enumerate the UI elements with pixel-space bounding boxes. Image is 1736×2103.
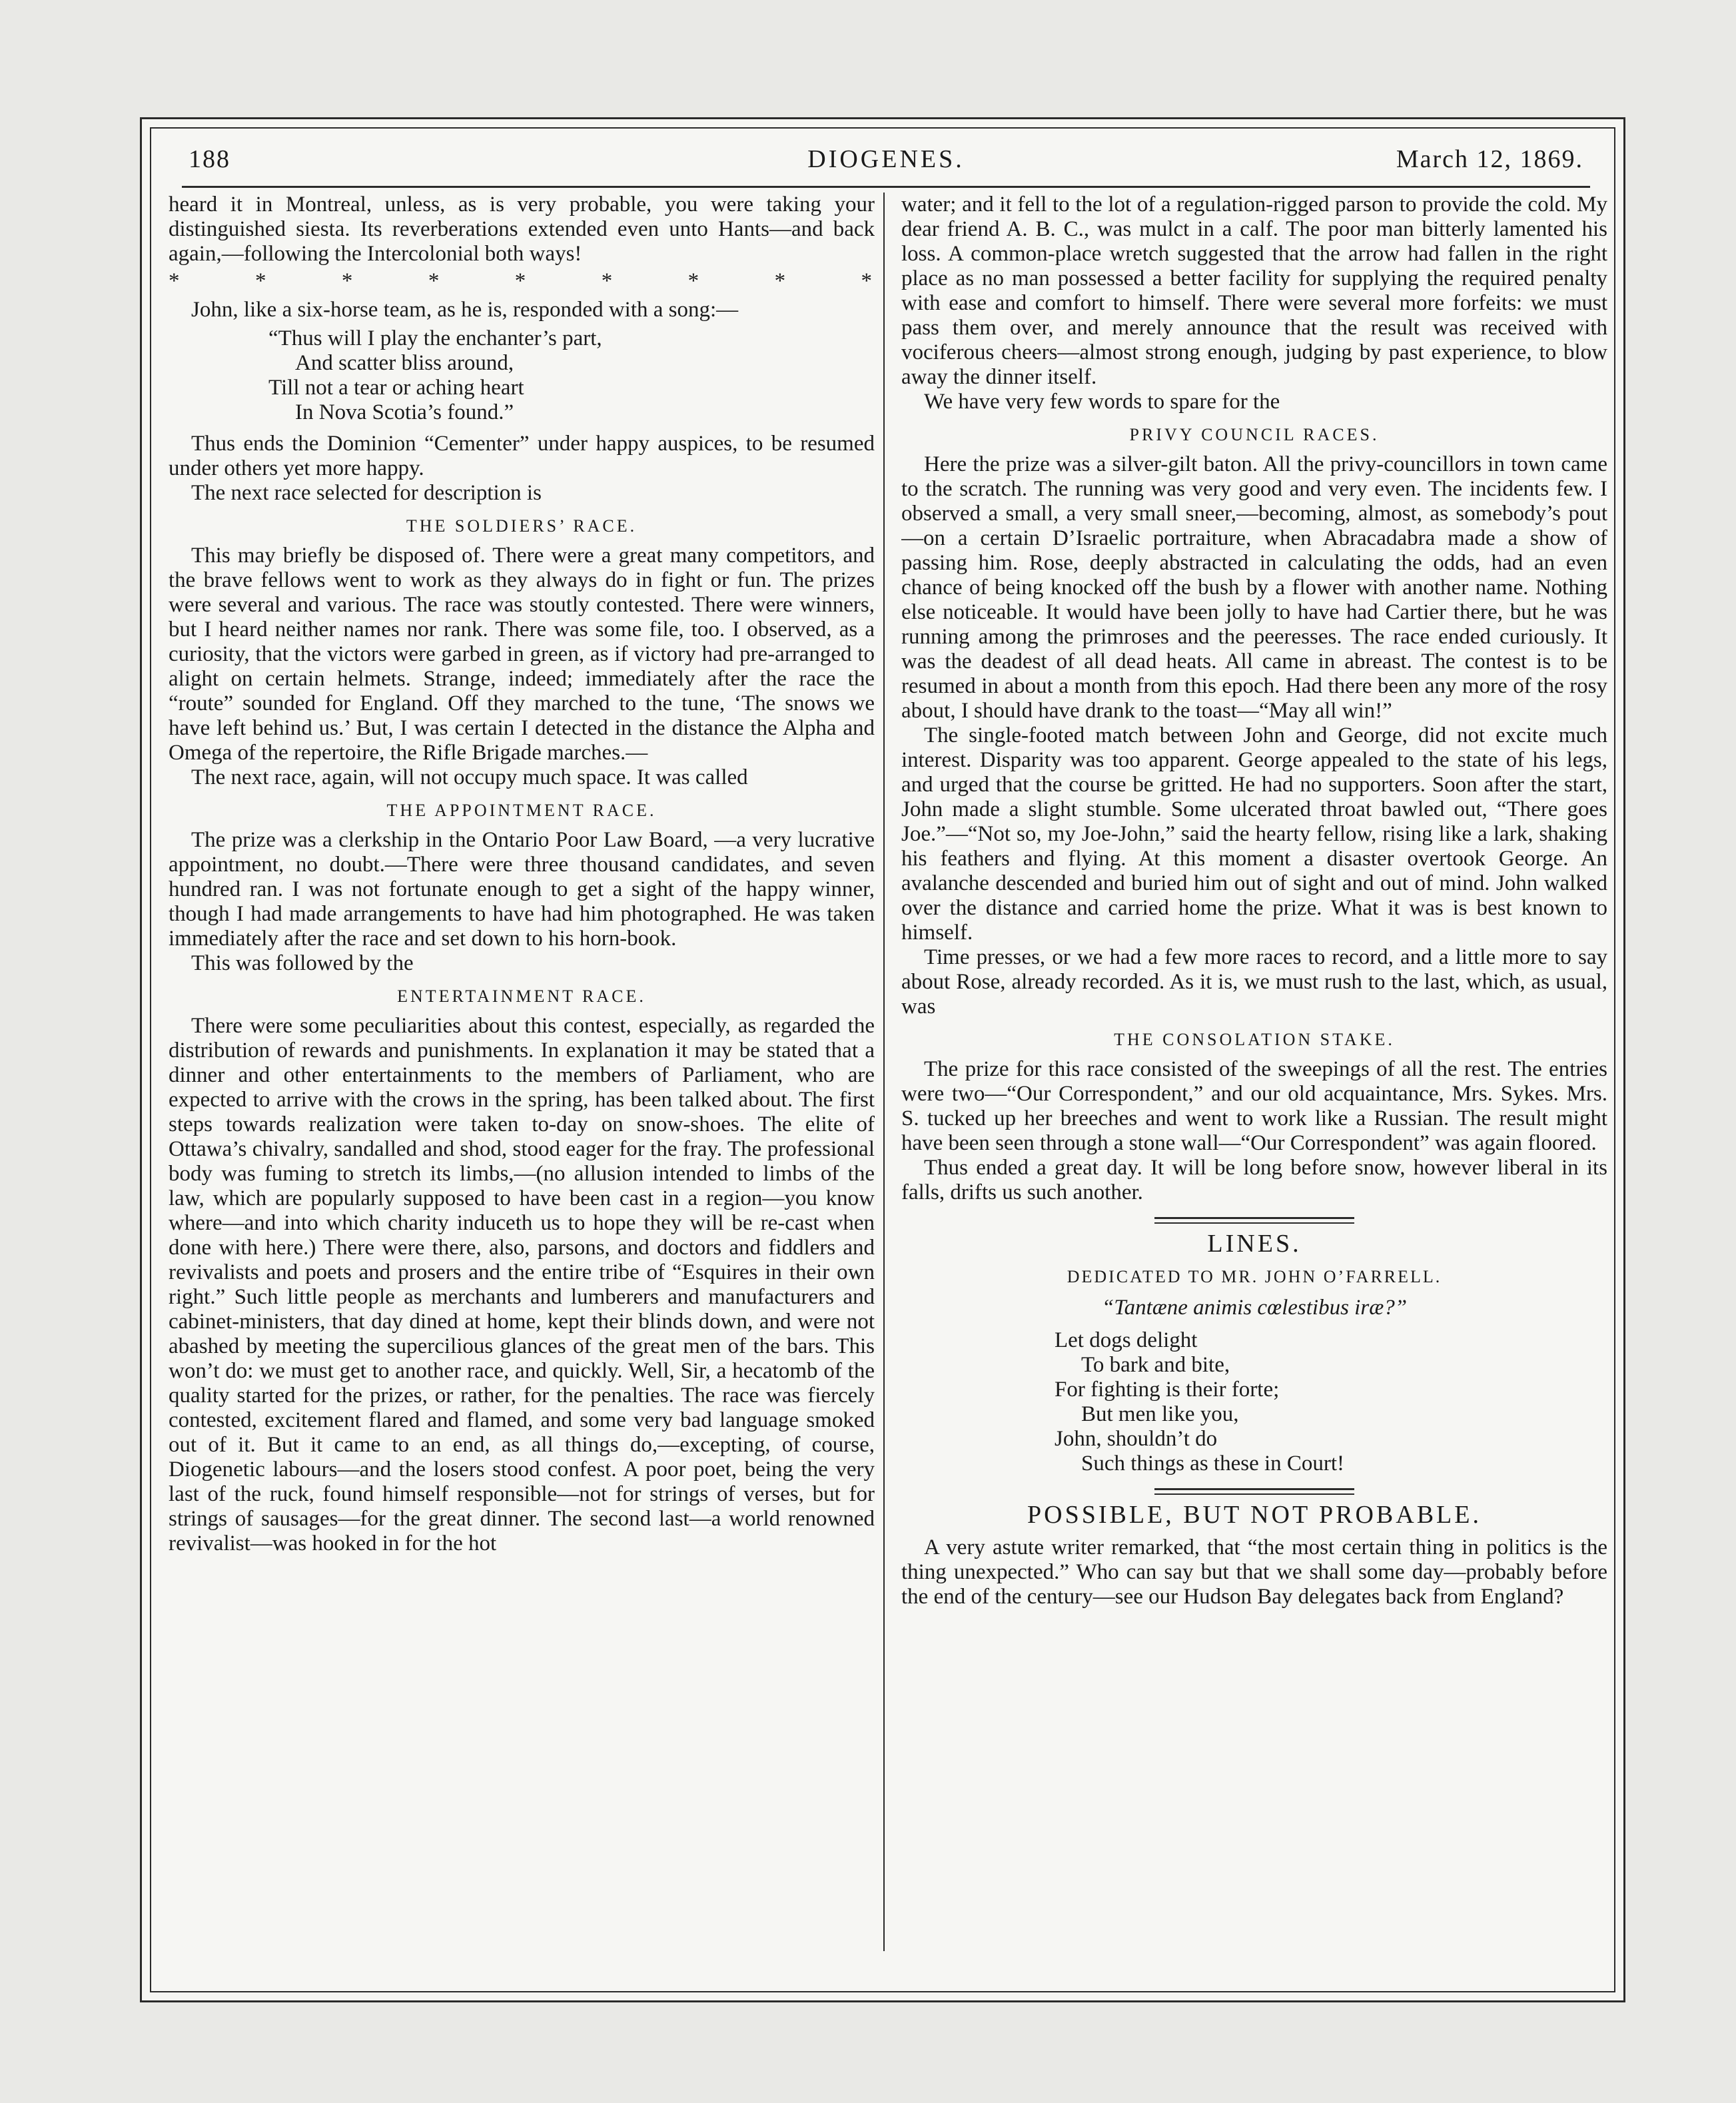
poem-line: For fighting is their forte; xyxy=(1055,1378,1280,1402)
paragraph: This may briefly be disposed of. There were a great many competitors, and the brave fellows went to work as they always do in fight or fun. The prizes were several and various. The race was stoutly contested. There were winners, but I heard neither names nor rank. There was some file, too. I observed, as a curiosity, that the victors were garbed in green, as if victory had pre-arranged to alight on certain helmets. Strange, indeed; immediately after the race the “route” sounded for England. Off they marched to the tune, ‘The snows we have left behind us.’ But, I was certain I detected in the distance the Alpha and Omega of the repertoire, the Rifle Brigade marches.— xyxy=(169,544,875,765)
paragraph: heard it in Montreal, unless, as is very probable, you were taking your distinguished siesta. Its reverberations extended even unto Hants—and back again,—following the Intercolonial both ways! xyxy=(169,193,875,266)
section-heading: ENTERTAINMENT RACE. xyxy=(397,987,646,1006)
verse-line: In Nova Scotia’s found.” xyxy=(295,400,514,424)
section-heading: THE SOLDIERS’ RACE. xyxy=(406,516,638,536)
verse-line: Till not a tear or aching heart xyxy=(268,376,524,400)
section-heading: PRIVY COUNCIL RACES. xyxy=(1129,425,1380,444)
issue-date: March 12, 1869. xyxy=(1396,145,1583,173)
paragraph: Here the prize was a silver-gilt baton. All the privy-councillors in town came to the scratch. The running was very good and very even. The incidents few. I observed a small, a very small sneer,—becoming, almost, as somebody’s pout—on a certain D’Israelic portraiture, when Abracadabra made a show of passing him. Rose, deeply abstracted in calculating the odds, had an even chance of being knocked off the bush by a flower with another name. Nothing else noticeable. It would have been jolly to have had Cartier there, but he was running among the primroses and the peeresses. The race ended curiously. It was the deadest of all dead heats. All came in abreast. The contest is to be resumed in about a month from this epoch. Had there been any more of the rosy about, I should have drank to the toast—“May all win!” xyxy=(901,452,1607,723)
poem-line: Let dogs delight xyxy=(1055,1328,1198,1352)
paragraph: The next race selected for description is xyxy=(191,481,542,505)
double-rule-divider xyxy=(1154,1217,1354,1224)
paragraph: The prize was a clerkship in the Ontario Poor Law Board, —a very lucrative appointment, no doubt.—There were three thousand candidates, and seven hundred ran. I was not fortunate enough to get a sight of the happy winner, though I had made arrangements to have had him photographed. He was taken immediately after the race and set down to his horn-book. xyxy=(169,828,875,951)
right-column xyxy=(901,193,1607,1951)
paragraph: Thus ends the Dominion “Cementer” under happy auspices, to be resumed under others yet more happy. xyxy=(169,432,875,480)
publication-title: DIOGENES. xyxy=(807,145,965,173)
page-header xyxy=(182,133,1590,188)
article-title: LINES. xyxy=(1207,1230,1302,1258)
dedication: DEDICATED TO MR. JOHN O’FARRELL. xyxy=(1067,1267,1442,1286)
paragraph: Time presses, or we had a few more races to record, and a little more to say about Rose, already recorded. As it is, we must rush to the last, which, as usual, was xyxy=(901,945,1607,1019)
verse-line: And scatter bliss around, xyxy=(295,351,514,375)
paragraph: The prize for this race consisted of the sweepings of all the rest. The entries were two—“Our Correspondent,” and our old acquaintance, Mrs. Sykes. Mrs. S. tucked up her breeches and went to work like a Russian. The result might have been seen through a stone wall—“Our Correspondent” was again floored. xyxy=(901,1057,1607,1155)
verse-line: “Thus will I play the enchanter’s part, xyxy=(268,326,602,350)
paragraph: We have very few words to spare for the xyxy=(924,390,1280,414)
motto: “Tantæne animis cœlestibus iræ?” xyxy=(1101,1296,1408,1320)
poem-line: But men like you, xyxy=(1081,1402,1239,1426)
poem xyxy=(1055,1328,1607,1476)
paragraph: Thus ended a great day. It will be long before snow, however liberal in its falls, drifts us such another. xyxy=(901,1156,1607,1204)
column-divider xyxy=(883,193,885,1951)
double-rule-divider xyxy=(1154,1488,1354,1495)
paragraph: The next race, again, will not occupy much space. It was called xyxy=(191,765,748,789)
section-break-stars: * * * * * * * * * xyxy=(169,269,875,293)
paragraph: The single-footed match between John and George, did not excite much interest. Disparity was too apparent. George appealed to the state of his legs, and urged that the course be gritted. He had no supporters. Soon after the start, John made a slight stumble. Some ulcerated throat bawled out, “There goes Joe.”—“Not so, my Joe-John,” said the hearty fellow, rising like a lark, shaking his feathers and flying. At this moment a disaster overtook George. An avalanche descended and buried him out of sight and out of mind. John walked over the distance and carried home the prize. What it was is best known to himself. xyxy=(901,723,1607,945)
left-column xyxy=(169,193,875,1951)
page-number: 188 xyxy=(189,145,230,173)
section-heading: THE CONSOLATION STAKE. xyxy=(1114,1030,1395,1049)
paragraph: A very astute writer remarked, that “the most certain thing in politics is the thing unexpected.” Who can say but that we shall some day—probably before the end of the century—see our Hudson Bay delegates back from England? xyxy=(901,1535,1607,1609)
poem-line: Such things as these in Court! xyxy=(1081,1452,1345,1475)
poem-line: John, shouldn’t do xyxy=(1055,1427,1218,1451)
poem-line: To bark and bite, xyxy=(1081,1353,1230,1377)
verse xyxy=(268,326,875,425)
newspaper-page xyxy=(140,117,1625,2002)
paragraph: John, like a six-horse team, as he is, responded with a song:— xyxy=(191,298,739,322)
paragraph: water; and it fell to the lot of a regulation-rigged parson to provide the cold. My dear friend A. B. C., was mulct in a calf. The poor man bitterly lamented his loss. A common-place wretch suggested that the arrow had fallen in the right place as no man possessed a better facility for supplying the required penalty with ease and comfort to himself. There were several more forfeits: we must pass them over, and merely announce that the result was received with vociferous cheers—almost strong enough, judging by past experience, to blow away the dinner itself. xyxy=(901,193,1607,389)
paragraph: There were some peculiarities about this contest, especially, as regarded the distribution of rewards and punishments. In explanation it may be stated that a dinner and other entertainments to the members of Parliament, who are expected to arrive with the crows in the spring, has been talked about. The first steps towards realization were taken to-day on snow-shoes. The elite of Ottawa’s chivalry, sandalled and shod, stood eager for the fray. The professional body was fuming to stretch its limbs,—(no allusion intended to limbs of the law, which are popularly supposed to have been cast in a region—you know where—and into which charity induceth us to hope they will be re-cast when done with here.) There were there, also, parsons, and doctors and fiddlers and revivalists and poets and prosers and the entire tribe of “Esquires in their own right.” Such little people as merchants and lumberers and manufacturers and cabinet-ministers, that day dined at home, kept their blinds down, and were not abashed by meeting the supercilious glances of the great men of the bars. This won’t do: we must get to another race, and quickly. Well, Sir, a hecatomb of the quality started for the prizes, or rather, for the penalties. The race was fiercely contested, excitement flared and flamed, and some very bad language smoked out of it. But it came to an end, as all things do,—excepting, of course, Diogenetic labours—and the losers stood confest. A poor poet, being the very last of the ruck, found himself responsible—not for strings of verses, but for strings of sausages—for the great dinner. The second last—a world renowned revivalist—was hooked in for the hot xyxy=(169,1014,875,1555)
article-title: POSSIBLE, BUT NOT PROBABLE. xyxy=(1027,1501,1482,1529)
section-heading: THE APPOINTMENT RACE. xyxy=(386,801,657,820)
paragraph: This was followed by the xyxy=(191,951,414,975)
